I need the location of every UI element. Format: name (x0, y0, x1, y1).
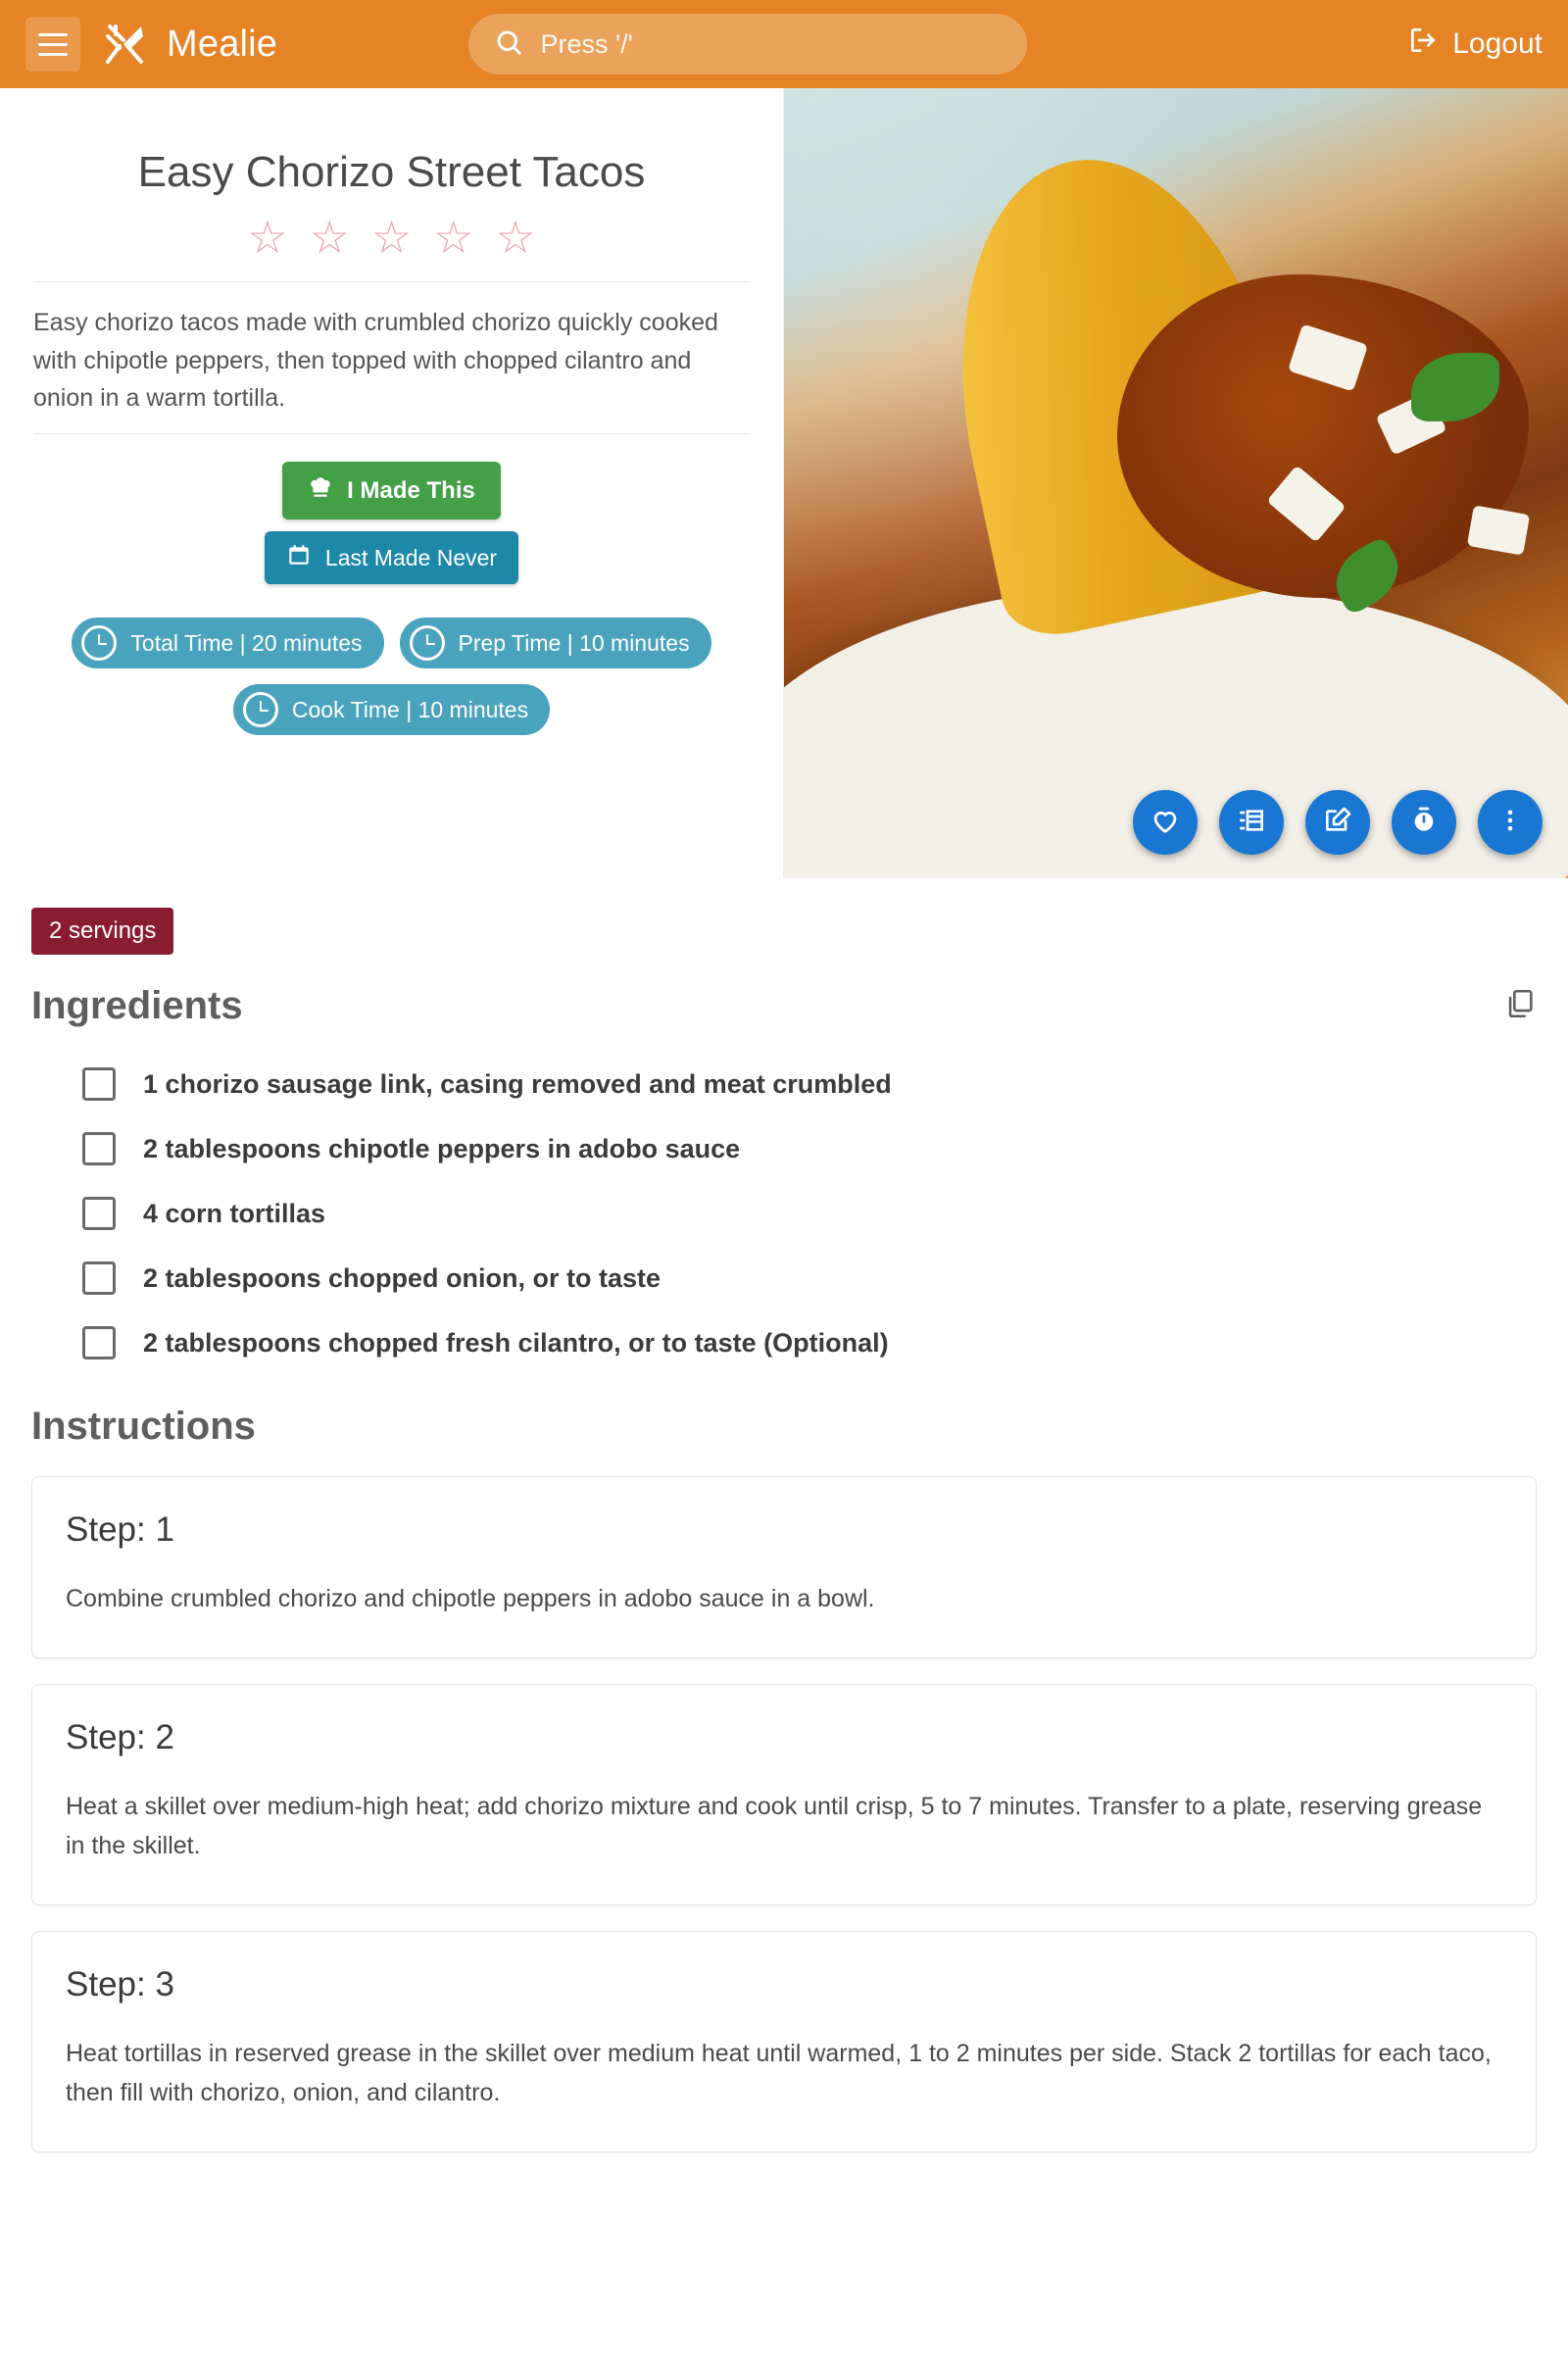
instructions-header (31, 1405, 1537, 1449)
search-icon (494, 27, 523, 62)
rating-star[interactable]: ☆ (247, 211, 288, 263)
instruction-step[interactable] (31, 1476, 1537, 1658)
rating-star[interactable]: ☆ (370, 211, 413, 263)
rating-star[interactable]: ☆ (433, 211, 474, 263)
divider (33, 433, 750, 434)
list-item[interactable] (31, 1181, 1537, 1246)
step-text: Heat a skillet over medium-high heat; add chorizo mixture and cook until crisp, 5 to 7 minutes. Transfer to a plate, reserving grease in the skillet. (66, 1793, 1483, 1859)
favorite-button[interactable] (1133, 790, 1198, 855)
instructions-list (31, 1476, 1537, 2152)
app-bar (0, 0, 1568, 88)
list-item[interactable] (31, 1246, 1537, 1310)
clock-icon (243, 692, 278, 727)
calendar-icon (286, 542, 312, 573)
fork-knife-logo-icon (102, 21, 149, 68)
servings-badge[interactable]: 2 servings (31, 908, 173, 955)
timer-button[interactable] (1392, 790, 1456, 855)
ingredient-checkbox[interactable] (82, 1132, 116, 1165)
logout-button[interactable] (1407, 25, 1543, 64)
i-made-this-label: I Made This (347, 476, 475, 504)
last-made-label: Last Made Never (324, 544, 498, 570)
made-buttons (33, 462, 750, 584)
instruction-step[interactable] (31, 1931, 1537, 2152)
ingredient-checkbox[interactable] (82, 1261, 116, 1295)
clock-icon (410, 625, 445, 661)
i-made-this-button[interactable] (282, 462, 501, 519)
prep-time-chip[interactable] (400, 618, 711, 668)
logout-label: Logout (1452, 27, 1543, 60)
page-title: Easy Chorizo Street Tacos (137, 148, 646, 196)
list-item[interactable] (31, 1052, 1537, 1116)
search-bar[interactable] (468, 14, 1027, 74)
recipe-content (0, 878, 1568, 2217)
brand-name: Mealie (167, 23, 278, 65)
heart-icon (1149, 804, 1182, 842)
list-icon (1236, 805, 1267, 841)
cook-time-label: Cook Time | 10 minutes (291, 696, 529, 722)
edit-button[interactable] (1305, 790, 1370, 855)
clock-icon (81, 625, 117, 661)
ingredients-header (31, 984, 1537, 1028)
list-item[interactable] (31, 1116, 1537, 1181)
recipe-image (784, 88, 1568, 878)
rating-star[interactable]: ☆ (309, 211, 350, 263)
rating-stars[interactable] (33, 211, 750, 263)
rating-star[interactable]: ☆ (495, 211, 536, 263)
onion-piece (1467, 505, 1530, 555)
edit-pencil-icon (1322, 805, 1353, 841)
logout-icon (1407, 25, 1439, 64)
ingredients-heading: Ingredients (31, 984, 243, 1027)
search-input[interactable] (539, 28, 1002, 61)
step-text: Combine crumbled chorizo and chipotle peppers in adobo sauce in a bowl. (66, 1585, 875, 1612)
ingredient-label: 2 tablespoons chipotle peppers in adobo sauce (143, 1133, 741, 1163)
chef-hat-icon (308, 474, 333, 507)
instructions-heading: Instructions (31, 1405, 256, 1448)
step-text: Heat tortillas in reserved grease in the skillet over medium heat until warmed, 1 to 2 minutes per side. Stack 2 tortillas for each taco, then fill with chorizo, onion, and cilantro. (66, 2040, 1492, 2106)
ingredients-list (31, 1052, 1537, 1375)
ingredient-checkbox[interactable] (82, 1197, 116, 1230)
total-time-chip[interactable] (72, 618, 383, 668)
divider (33, 281, 750, 282)
recipe-hero (0, 88, 1568, 878)
brand[interactable] (102, 21, 277, 68)
more-options-button[interactable] (1478, 790, 1543, 855)
list-item[interactable] (31, 1310, 1537, 1375)
copy-icon[interactable] (1503, 987, 1537, 1025)
ingredient-label: 2 tablespoons chopped onion, or to taste (143, 1262, 662, 1293)
shopping-list-button[interactable] (1219, 790, 1284, 855)
timer-icon (1408, 805, 1440, 841)
recipe-image-panel (784, 88, 1568, 878)
hamburger-menu-icon[interactable] (25, 17, 80, 72)
ingredient-label: 1 chorizo sausage link, casing removed and meat crumbled (143, 1068, 892, 1099)
ingredient-label: 4 corn tortillas (143, 1198, 326, 1228)
ingredient-checkbox[interactable] (82, 1326, 116, 1359)
recipe-description: Easy chorizo tacos made with crumbled chorizo quickly cooked with chipotle peppers, then topped with chopped cilantro and onion in a warm tortilla. (33, 308, 718, 413)
step-title: Step: 2 (66, 1718, 174, 1756)
cook-time-chip[interactable] (233, 684, 550, 735)
vertical-dots-icon (1496, 807, 1524, 839)
total-time-label: Total Time | 20 minutes (130, 629, 363, 656)
recipe-action-buttons (1133, 790, 1543, 855)
time-chips (33, 618, 750, 735)
ingredient-checkbox[interactable] (82, 1067, 116, 1101)
instruction-step[interactable] (31, 1684, 1537, 1905)
step-title: Step: 1 (66, 1510, 174, 1549)
prep-time-label: Prep Time | 10 minutes (458, 629, 690, 656)
step-title: Step: 3 (66, 1965, 174, 2003)
last-made-button[interactable] (265, 531, 518, 584)
recipe-summary (0, 88, 784, 878)
chorizo-shape (1117, 274, 1529, 598)
ingredient-label: 2 tablespoons chopped fresh cilantro, or to taste (Optional) (143, 1327, 889, 1358)
